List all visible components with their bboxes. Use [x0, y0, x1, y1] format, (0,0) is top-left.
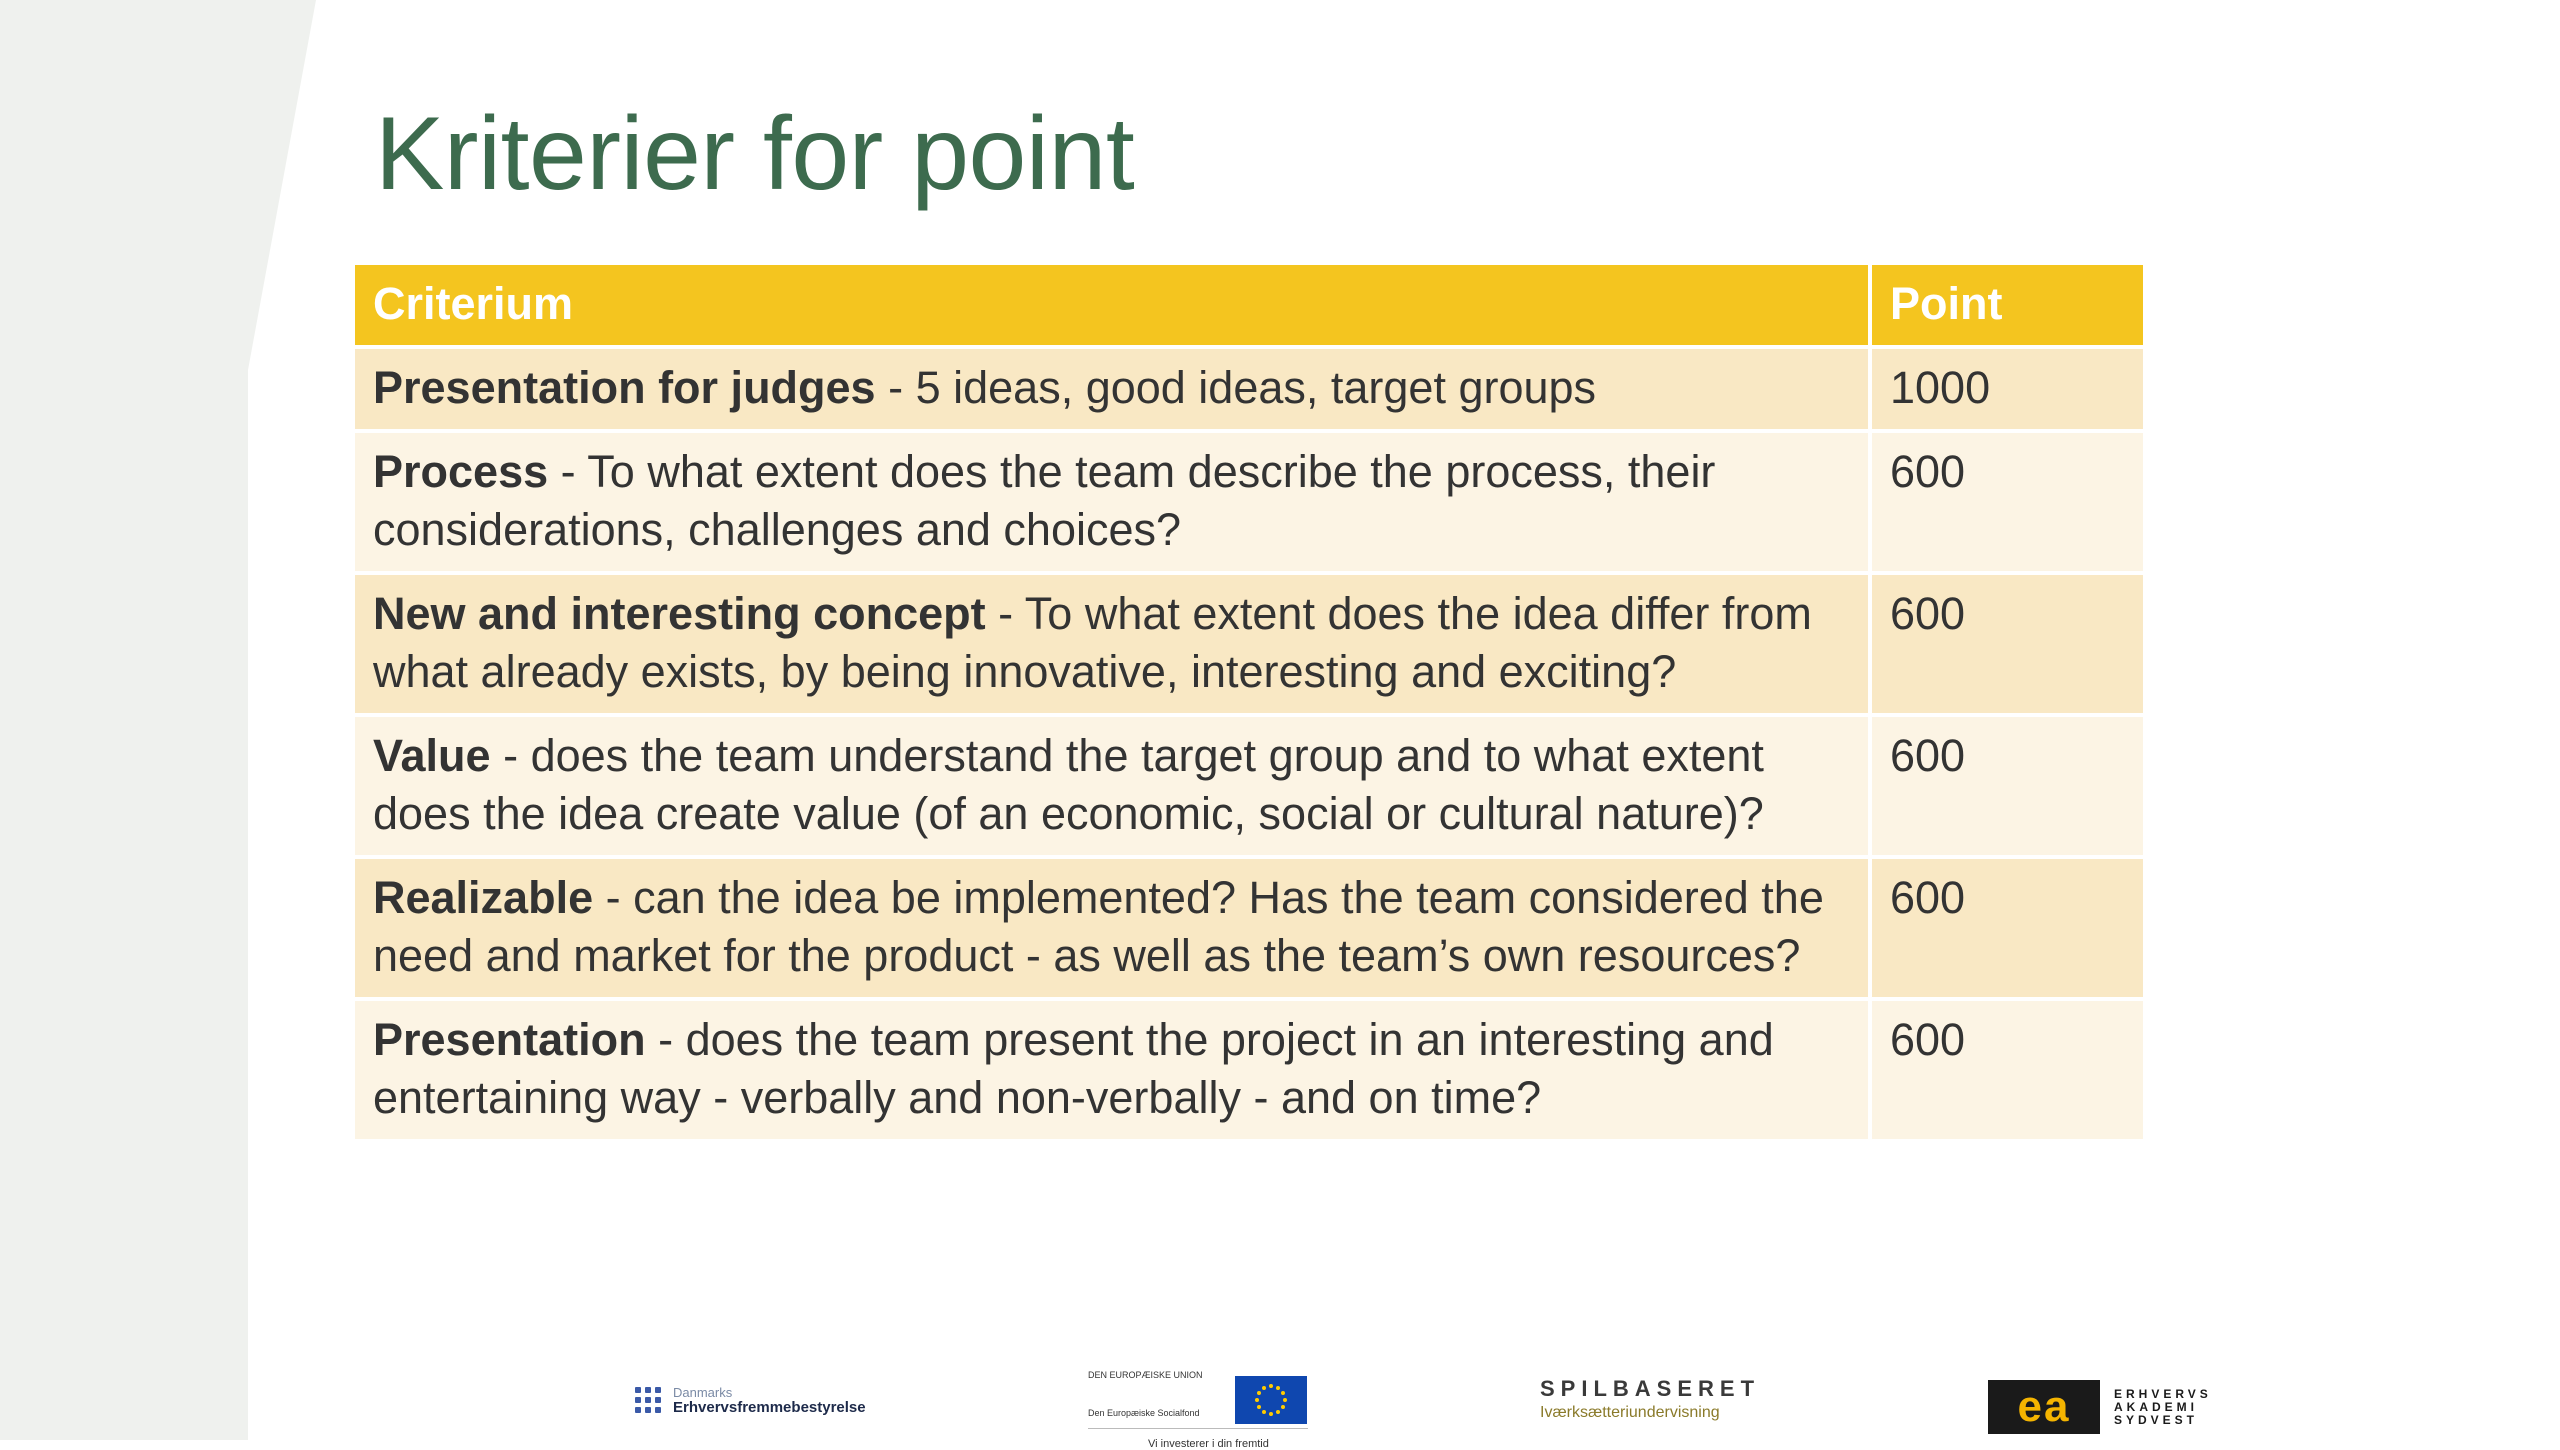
table-row: [355, 857, 2145, 999]
erhvervsfremmebestyrelse-logo: [635, 1385, 866, 1415]
table-row: [355, 573, 2145, 715]
table-row: [355, 715, 2145, 857]
points-cell: 600: [1870, 431, 2145, 573]
criterion-cell: [355, 573, 1870, 715]
criteria-table: [355, 265, 2147, 1143]
criterion-cell: [355, 431, 1870, 573]
criterion-description: - can the idea be implemented? Has the team considered the need and market for the product - as well as the team’s own resources?: [373, 872, 1824, 981]
criterion-name: Presentation for judges: [373, 362, 876, 413]
sponsor-footer: [0, 1360, 2560, 1450]
dots-icon: [635, 1387, 661, 1413]
criterion-cell: [355, 715, 1870, 857]
spilbaseret-logo: [1540, 1376, 1760, 1422]
table-header-row: [355, 265, 2145, 347]
criterion-name: New and interesting concept: [373, 588, 986, 639]
ea-line2: AKADEMI: [2114, 1399, 2198, 1414]
eu-mid-text: Den Europæiske Socialfond: [1088, 1408, 1200, 1418]
eu-divider: [1088, 1428, 1308, 1429]
slide-title: Kriterier for point: [375, 96, 1135, 212]
criterion-name: Realizable: [373, 872, 594, 923]
criterion-name: Presentation: [373, 1014, 646, 1065]
criterion-description: - does the team present the project in an interesting and entertaining way - verbally and non-verbally - and on time?: [373, 1014, 1774, 1123]
points-cell: 600: [1870, 715, 2145, 857]
erhvervsakademi-sydvest-logo: [1988, 1380, 2212, 1434]
ea-line3: SYDVEST: [2114, 1412, 2199, 1427]
erhverv-small-text: Danmarks: [673, 1385, 733, 1400]
criterion-name: Value: [373, 730, 491, 781]
criterion-cell: [355, 999, 1870, 1141]
eu-top-text: DEN EUROPÆISKE UNION: [1088, 1370, 1203, 1380]
header-points: Point: [1870, 265, 2145, 347]
erhverv-big-text: Erhvervsfremmebestyrelse: [673, 1399, 866, 1416]
criterion-cell: [355, 857, 1870, 999]
spil-top-text: SPILBASERET: [1540, 1376, 1761, 1401]
spil-sub-text: Iværksætteriundervisning: [1540, 1404, 1720, 1421]
table-row: [355, 347, 2145, 431]
ea-line1: ERHVERVS: [2114, 1386, 2212, 1401]
header-criterion: Criterium: [355, 265, 1870, 347]
points-cell: 600: [1870, 573, 2145, 715]
points-cell: 1000: [1870, 347, 2145, 431]
criterion-description: - 5 ideas, good ideas, target groups: [875, 362, 1597, 413]
criterion-name: Process: [373, 446, 549, 497]
points-cell: 600: [1870, 999, 2145, 1141]
criterion-description: - does the team understand the target group and to what extent does the idea create value (of an economic, social or cultural nature)?: [373, 730, 1764, 839]
table-row: [355, 431, 2145, 573]
table-row: [355, 999, 2145, 1141]
eu-logo: [1088, 1368, 1308, 1448]
criterion-cell: [355, 347, 1870, 431]
criterion-description: - To what extent does the idea differ from what already exists, by being innovative, interesting and exciting?: [373, 588, 1812, 697]
eu-bottom-text: Vi investerer i din fremtid: [1148, 1438, 1269, 1450]
points-cell: 600: [1870, 857, 2145, 999]
ea-mark: ea: [1988, 1380, 2100, 1434]
criterion-description: - To what extent does the team describe the process, their considerations, challenges and choices?: [373, 446, 1716, 555]
eu-flag-icon: [1235, 1376, 1307, 1424]
left-decorative-panel: [0, 0, 316, 1440]
